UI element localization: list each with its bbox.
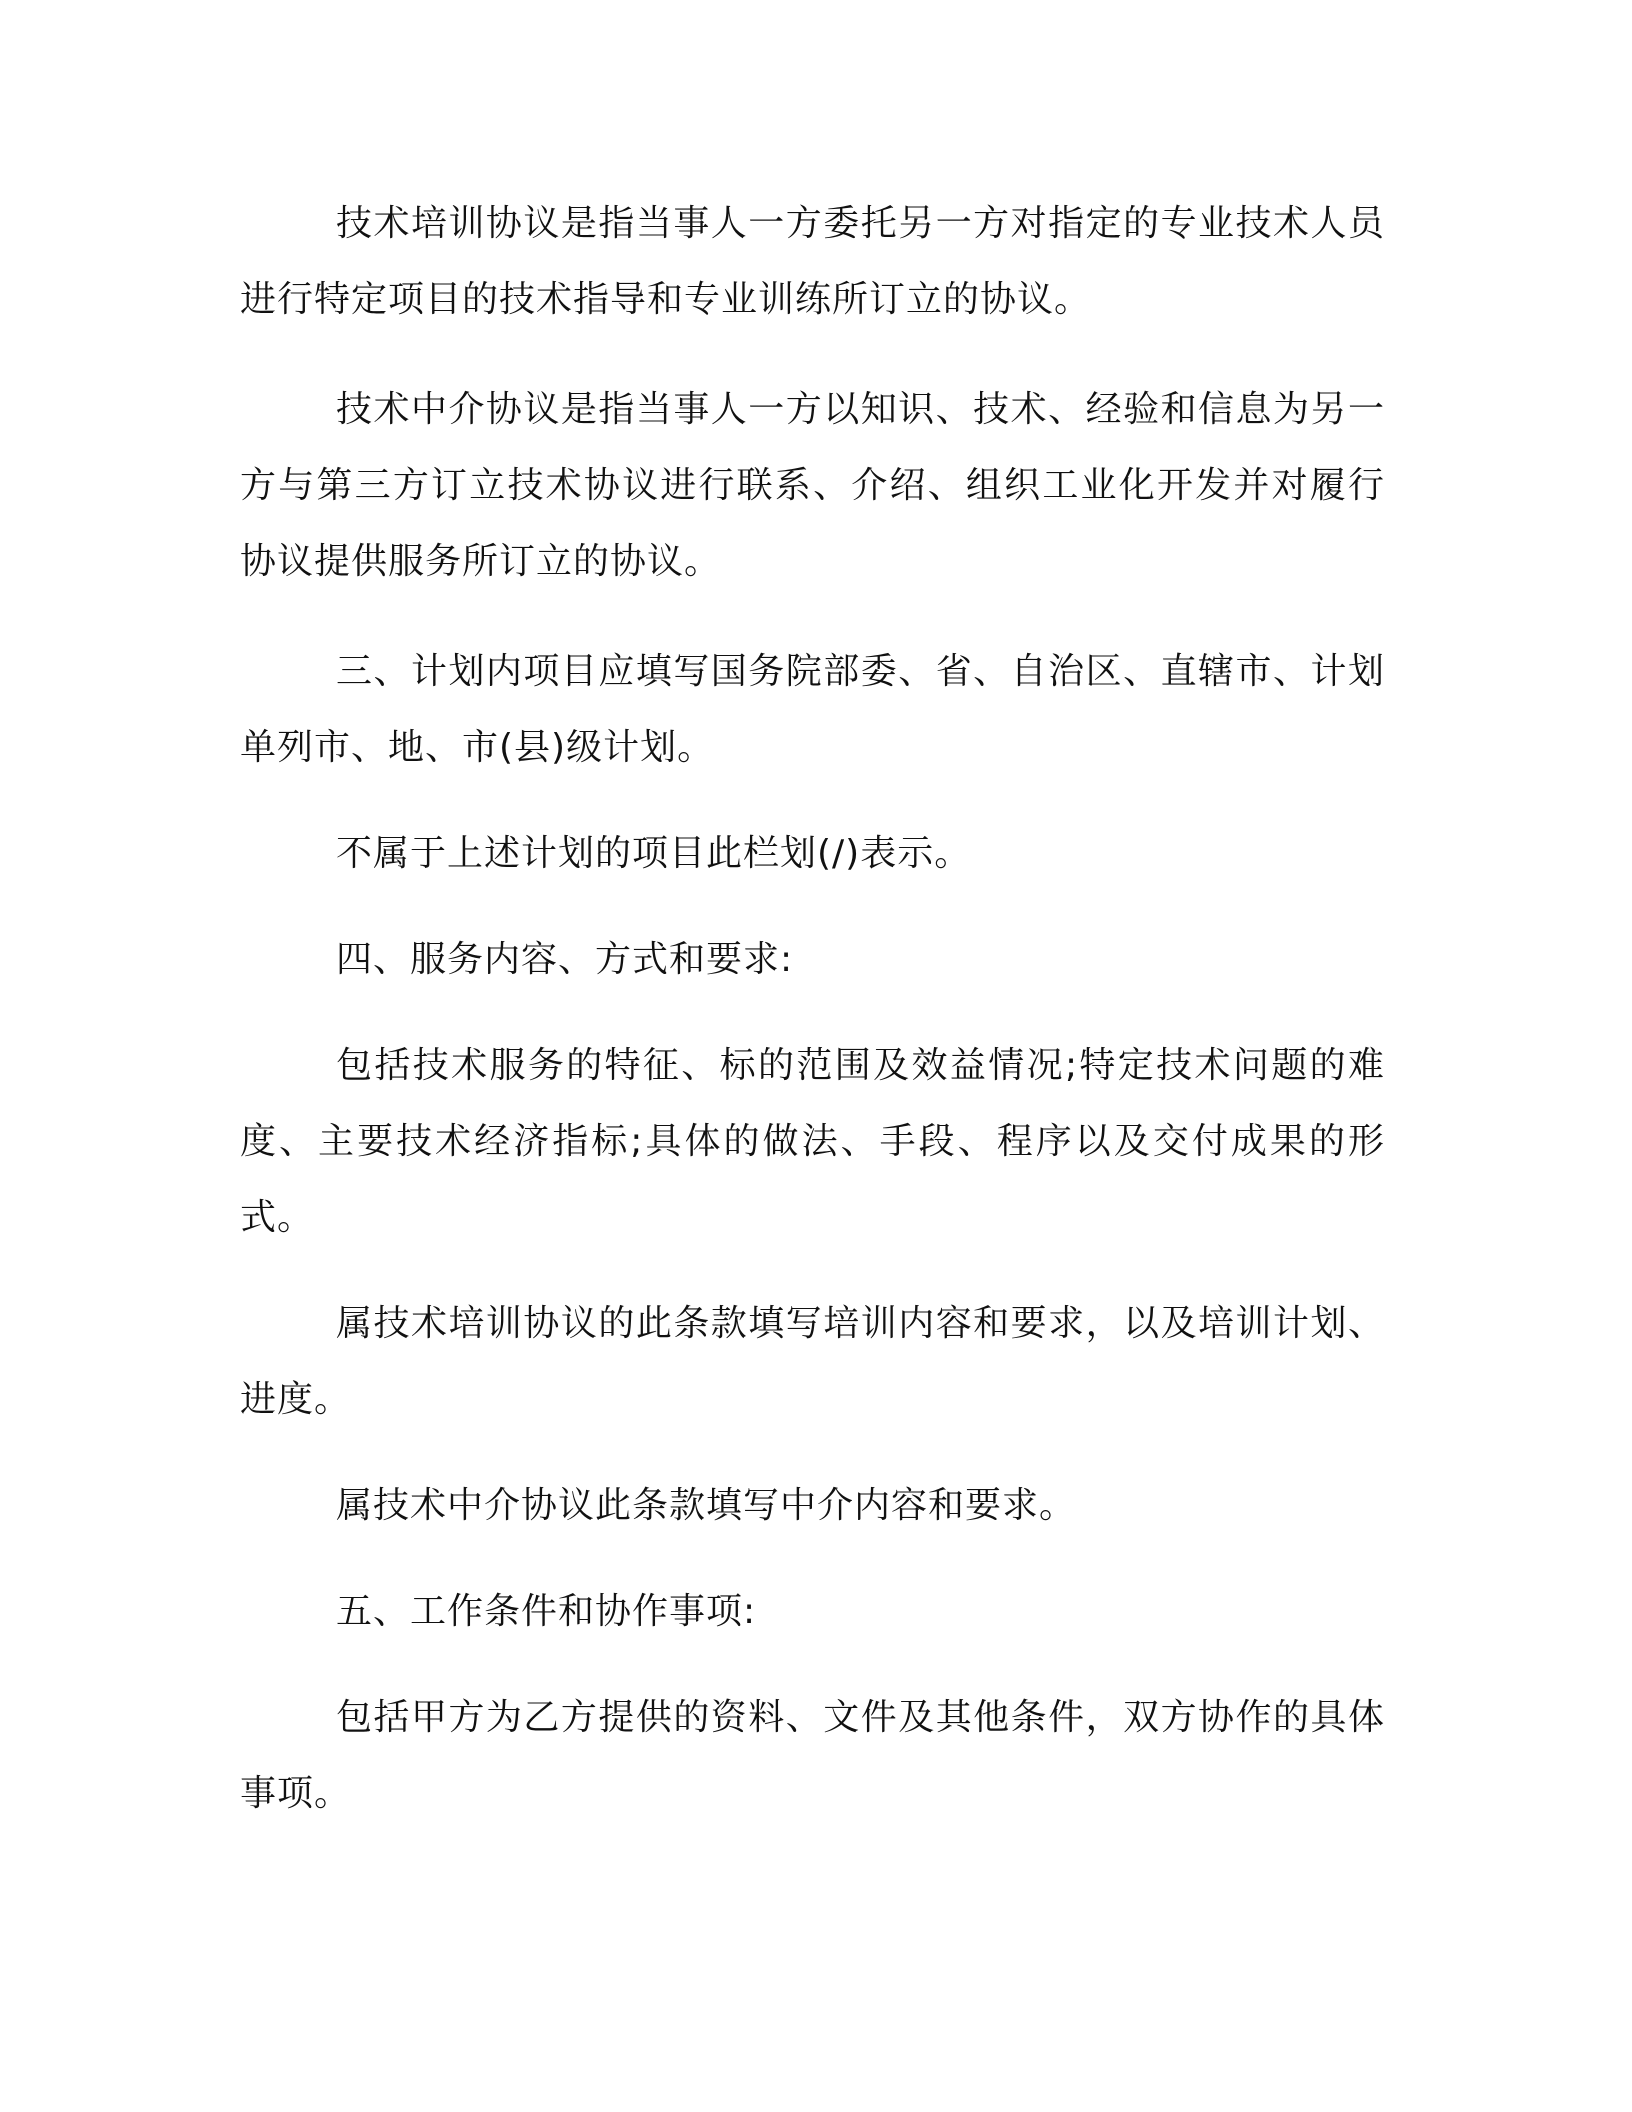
paragraph-intermediary-agreement-clause: 属技术中介协议此条款填写中介内容和要求。 bbox=[336, 1485, 1077, 1526]
paragraph-service-content-details: 包括技术服务的特征、标的范围及效益情况;特定技术问题的难度、主要技术经济指标;具体的做法、手段、程序以及交付成果的形式。 bbox=[240, 1045, 1385, 1238]
paragraph-technical-intermediary-definition: 技术中介协议是指当事人一方以知识、技术、经验和信息为另一方与第三方订立技术协议进行联系、介绍、组织工业化开发并对履行协议提供服务所订立的协议。 bbox=[240, 389, 1385, 582]
paragraph-working-conditions-details: 包括甲方为乙方提供的资料、文件及其他条件，双方协作的具体事项。 bbox=[240, 1697, 1385, 1814]
paragraph-technical-training-definition: 技术培训协议是指当事人一方委托另一方对指定的专业技术人员进行特定项目的技术指导和专业训练所订立的协议。 bbox=[240, 203, 1385, 320]
paragraph-non-plan-items: 不属于上述计划的项目此栏划(/)表示。 bbox=[336, 833, 972, 874]
heading-section-four-service-content: 四、服务内容、方式和要求: bbox=[336, 939, 794, 980]
paragraph-section-three-plan-items: 三、计划内项目应填写国务院部委、省、自治区、直辖市、计划单列市、地、市(县)级计划。 bbox=[240, 651, 1385, 768]
paragraph-training-agreement-clause: 属技术培训协议的此条款填写培训内容和要求，以及培训计划、进度。 bbox=[240, 1303, 1385, 1420]
heading-section-five-working-conditions: 五、工作条件和协作事项: bbox=[336, 1591, 757, 1632]
document-body bbox=[240, 186, 1385, 1862]
